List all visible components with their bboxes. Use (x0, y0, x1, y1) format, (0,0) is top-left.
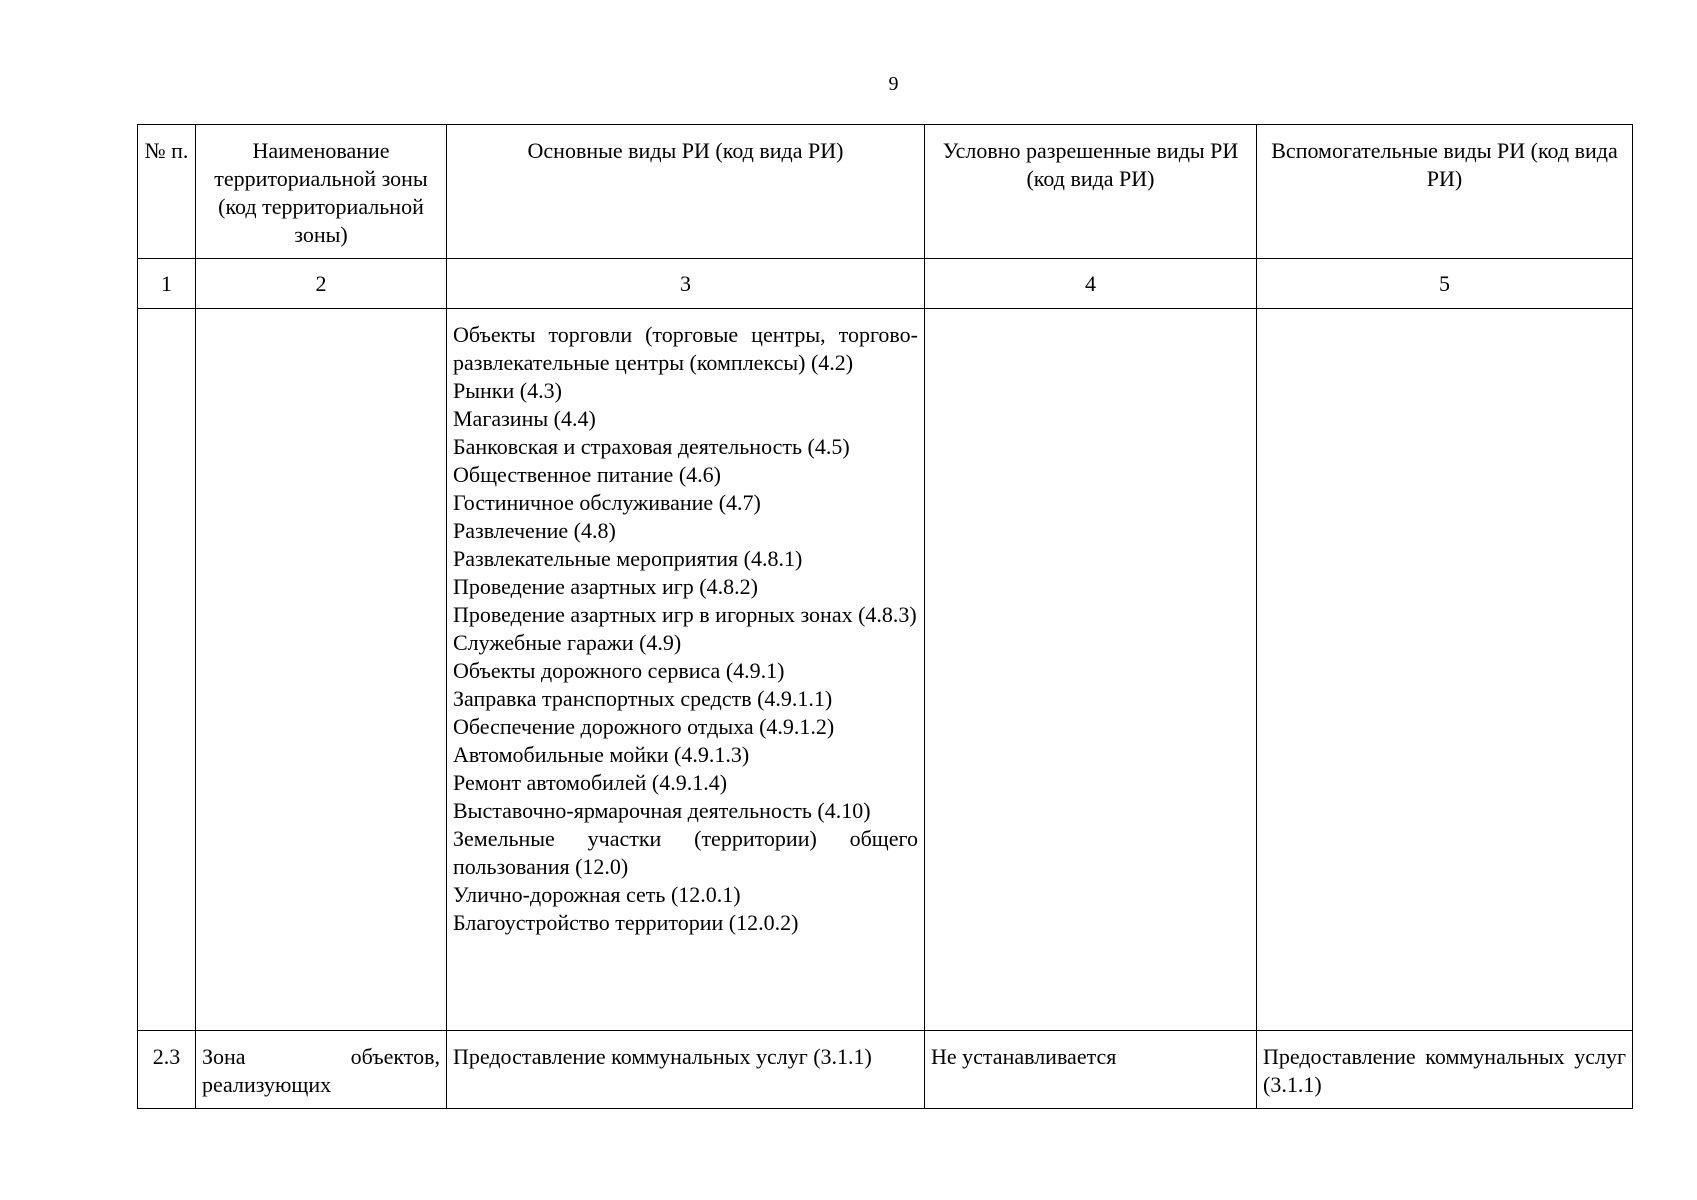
table-row (138, 1031, 1633, 1109)
list-item: Проведение азартных игр в игорных зонах (4.8.3) (453, 602, 917, 627)
main-uses-list (453, 321, 918, 937)
zone-name-cell (196, 309, 447, 1031)
zone-name-cell: Зона объектов, реализующих (196, 1031, 447, 1109)
land-use-table (137, 124, 1633, 1109)
auxiliary-uses-cell (1257, 309, 1633, 1031)
list-item: Ремонт автомобилей (4.9.1.4) (453, 770, 728, 795)
list-item: Развлечение (4.8) (453, 518, 616, 543)
list-item: Объекты дорожного сервиса (4.9.1) (453, 658, 785, 683)
list-item: Заправка транспортных средств (4.9.1.1) (453, 686, 833, 711)
column-number: 1 (138, 259, 196, 309)
auxiliary-uses-cell: Предоставление коммунальных услуг (3.1.1) (1257, 1031, 1633, 1109)
table-row (138, 309, 1633, 1031)
list-item: Благоустройство территории (12.0.2) (453, 910, 799, 935)
conditional-uses-cell (925, 309, 1257, 1031)
conditional-uses-cell: Не устанавливается (925, 1031, 1257, 1109)
list-item: Служебные гаражи (4.9) (453, 630, 682, 655)
column-number: 4 (925, 259, 1257, 309)
list-item: Проведение азартных игр (4.8.2) (453, 574, 758, 599)
list-item: Общественное питание (4.6) (453, 462, 721, 487)
header-main-uses: Основные виды РИ (код вида РИ) (447, 125, 925, 259)
header-conditional-uses: Условно разрешенные виды РИ (код вида РИ) (925, 125, 1257, 259)
list-item: Магазины (4.4) (453, 406, 596, 431)
header-number: № п. (138, 125, 196, 259)
table-header-row (138, 125, 1633, 259)
row-number-cell (138, 309, 196, 1031)
row-number-cell: 2.3 (138, 1031, 196, 1109)
list-item: Гостиничное обслуживание (4.7) (453, 490, 761, 515)
column-number: 5 (1257, 259, 1633, 309)
page-number: 9 (888, 73, 899, 95)
header-auxiliary-uses: Вспомогательные виды РИ (код вида РИ) (1257, 125, 1633, 259)
list-item: Автомобильные мойки (4.9.1.3) (453, 742, 750, 767)
list-item: Выставочно-ярмарочная деятельность (4.10) (453, 798, 871, 823)
list-item: Улично-дорожная сеть (12.0.1) (453, 882, 741, 907)
main-uses-cell: Предоставление коммунальных услуг (3.1.1) (447, 1031, 925, 1109)
list-item: Обеспечение дорожного отдыха (4.9.1.2) (453, 714, 835, 739)
column-number-row (138, 259, 1633, 309)
main-uses-cell (447, 309, 925, 1031)
list-item: Развлекательные мероприятия (4.8.1) (453, 546, 803, 571)
header-zone-name: Наименование территориальной зоны (код территориальной зоны) (196, 125, 447, 259)
list-item: Банковская и страховая деятельность (4.5) (453, 434, 850, 459)
list-item: Земельные участки (территории) общего пользования (12.0) (453, 826, 918, 879)
list-item: Объекты торговли (торговые центры, торгово-развлекательные центры (комплексы) (4.2) (453, 322, 918, 375)
column-number: 2 (196, 259, 447, 309)
list-item: Рынки (4.3) (453, 378, 562, 403)
column-number: 3 (447, 259, 925, 309)
